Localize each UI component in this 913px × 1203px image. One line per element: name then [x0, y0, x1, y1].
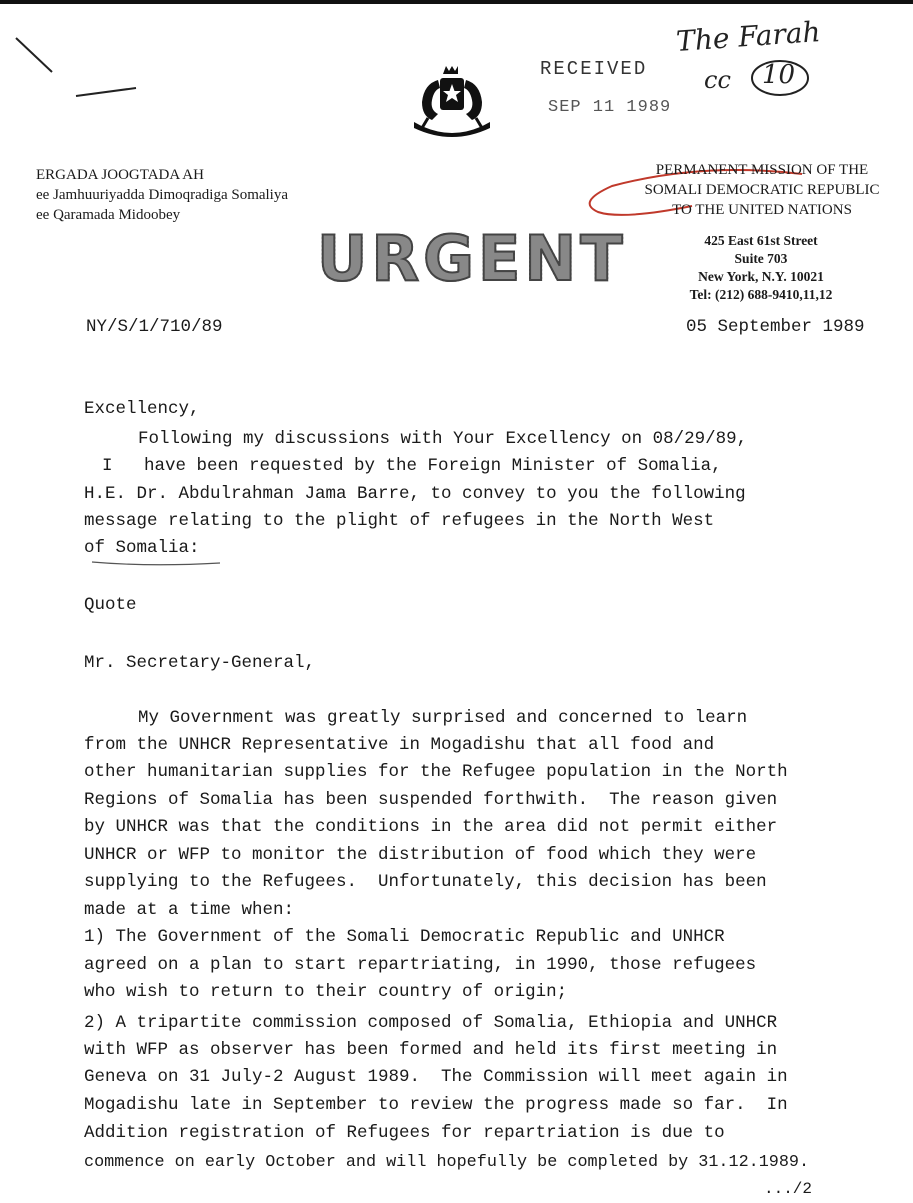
intro-line: Following my discussions with Your Excellency on 08/29/89,	[138, 429, 748, 449]
letterhead-line: SOMALI DEMOCRATIC REPUBLIC	[644, 182, 880, 198]
handwritten-note: The Farah	[675, 14, 822, 59]
body-line: Regions of Somalia has been suspended forthwith. The reason given	[84, 790, 778, 810]
pen-marks	[10, 30, 150, 110]
intro-line: I have been requested by the Foreign Minister of Somalia,	[102, 456, 722, 476]
body-line: with WFP as observer has been formed and held its first meeting in	[84, 1040, 778, 1060]
intro-line: H.E. Dr. Abdulrahman Jama Barre, to convey to you the following	[84, 484, 746, 504]
body-line: UNHCR or WFP to monitor the distribution of food which they were	[84, 845, 757, 865]
body-line: other humanitarian supplies for the Refugee population in the North	[84, 762, 788, 782]
quote-label: Quote	[84, 595, 137, 615]
salutation: Excellency,	[84, 399, 200, 419]
letterhead-line: TO THE UNITED NATIONS	[672, 202, 852, 218]
handwritten-cc-number: 10	[762, 60, 796, 90]
coat-of-arms-emblem	[408, 62, 496, 140]
letter-date: 05 September 1989	[686, 317, 865, 337]
intro-line: message relating to the plight of refugees in the North West	[84, 511, 715, 531]
letterhead-line: PERMANENT MISSION OF THE	[655, 162, 869, 178]
handwritten-cc: cc	[704, 66, 731, 94]
intro-line: of Somalia:	[84, 538, 200, 558]
address-line: Suite 703	[734, 251, 788, 266]
body-line: from the UNHCR Representative in Mogadishu that all food and	[84, 735, 715, 755]
urgent-stamp: URGENT	[317, 222, 627, 295]
letterhead-line: ee Jamhuuriyadda Dimoqradiga Somaliya	[36, 187, 289, 203]
body-line: by UNHCR was that the conditions in the area did not permit either	[84, 817, 778, 837]
left-letterhead	[36, 165, 288, 225]
body-line: 1) The Government of the Somali Democratic Republic and UNHCR	[84, 927, 725, 947]
body-line: Addition registration of Refugees for repartriation is due to	[84, 1123, 725, 1143]
body-line: Geneva on 31 July-2 August 1989. The Commission will meet again in	[84, 1067, 788, 1087]
pen-underline	[90, 558, 230, 568]
address-line: New York, N.Y. 10021	[698, 269, 824, 284]
body-line: commence on early October and will hopefully be completed by 31.12.1989.	[84, 1153, 810, 1172]
page-continuation: .../2	[764, 1180, 813, 1198]
body-line: agreed on a plan to start repartriating, in 1990, those refugees	[84, 955, 757, 975]
reference-number: NY/S/1/710/89	[86, 317, 223, 337]
right-letterhead	[644, 160, 880, 220]
top-border	[0, 0, 913, 4]
address-line: 425 East 61st Street	[704, 233, 818, 248]
body-line: My Government was greatly surprised and concerned to learn	[138, 708, 748, 728]
body-line: Mogadishu late in September to review the progress made so far. In	[84, 1095, 788, 1115]
letterhead-line: ERGADA JOOGTADA AH	[36, 167, 204, 183]
body-line: made at a time when:	[84, 900, 295, 920]
mission-address	[686, 232, 836, 304]
letterhead-line: ee Qaramada Midoobey	[36, 207, 181, 223]
received-date: SEP 11 1989	[548, 98, 672, 117]
address-line: Tel: (212) 688-9410,11,12	[689, 287, 833, 302]
received-stamp: RECEIVED	[540, 58, 648, 80]
addressee-line: Mr. Secretary-General,	[84, 653, 316, 673]
body-line: supplying to the Refugees. Unfortunately, this decision has been	[84, 872, 767, 892]
body-line: who wish to return to their country of origin;	[84, 982, 568, 1002]
body-line: 2) A tripartite commission composed of Somalia, Ethiopia and UNHCR	[84, 1013, 778, 1033]
